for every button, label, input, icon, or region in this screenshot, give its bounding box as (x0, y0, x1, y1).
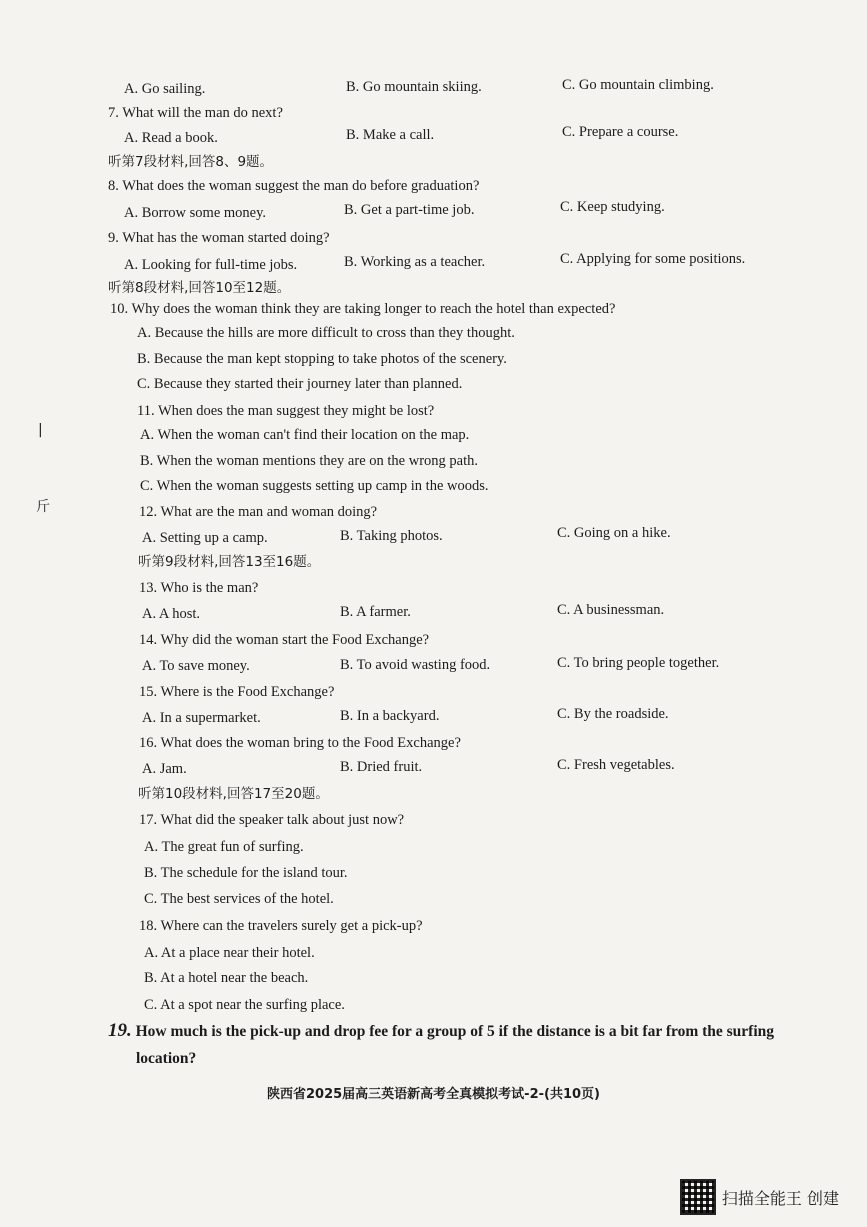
q18-stem: 18. Where can the travelers surely get a pick-up? (139, 918, 423, 934)
q11-option-b: B. When the woman mentions they are on the wrong path. (140, 453, 478, 469)
q9-option-b: B. Working as a teacher. (344, 254, 486, 270)
q9-option-a: A. Looking for full-time jobs. (124, 257, 298, 273)
watermark-text: 扫描全能王 创建 (721, 1188, 839, 1208)
q19-stem-line1 (108, 1022, 774, 1041)
q11-option-c: C. When the woman suggests setting up camp in the woods. (140, 478, 489, 494)
q7-stem: 7. What will the man do next? (108, 105, 283, 121)
section-7-heading: 听第7段材料,回答8、9题。 (108, 154, 274, 170)
q11-stem: 11. When does the man suggest they might be lost? (137, 403, 435, 419)
q17-option-c: C. The best services of the hotel. (144, 891, 334, 907)
q8-option-a: A. Borrow some money. (124, 205, 267, 221)
q19-number: 19. (108, 1020, 132, 1041)
q7-option-c: C. Prepare a course. (562, 124, 679, 140)
q7-option-b: B. Make a call. (346, 127, 435, 143)
section-8-heading: 听第8段材料,回答10至12题。 (108, 280, 291, 296)
q13-stem: 13. Who is the man? (139, 580, 259, 596)
q14-option-b: B. To avoid wasting food. (340, 657, 491, 673)
q15-option-a: A. In a supermarket. (142, 710, 261, 726)
q9-option-c: C. Applying for some positions. (560, 251, 746, 267)
q6-option-a: A. Go sailing. (124, 81, 206, 97)
q13-option-a: A. A host. (142, 606, 201, 622)
q8-stem: 8. What does the woman suggest the man do before graduation? (108, 178, 480, 194)
q18-option-b: B. At a hotel near the beach. (144, 970, 309, 986)
qr-code-icon (680, 1179, 716, 1215)
q14-option-a: A. To save money. (142, 658, 250, 674)
margin-mark-1: | (38, 422, 43, 438)
page-footer: 陕西省2025届高三英语新高考全真模拟考试-2-(共10页) (267, 1087, 600, 1102)
q10-option-c: C. Because they started their journey later than planned. (137, 376, 463, 392)
q8-option-b: B. Get a part-time job. (344, 202, 475, 218)
q13-option-c: C. A businessman. (557, 602, 665, 618)
q16-option-a: A. Jam. (142, 761, 187, 777)
q16-option-b: B. Dried fruit. (340, 759, 423, 775)
q17-option-b: B. The schedule for the island tour. (144, 865, 348, 881)
q12-option-a: A. Setting up a camp. (142, 530, 268, 546)
q14-stem: 14. Why did the woman start the Food Exchange? (139, 632, 430, 648)
q16-stem: 16. What does the woman bring to the Food Exchange? (139, 735, 461, 751)
q19-text: How much is the pick-up and drop fee for a group of 5 if the distance is a bit far from the surfing (135, 1023, 775, 1040)
q15-option-b: B. In a backyard. (340, 708, 440, 724)
q17-stem: 17. What did the speaker talk about just now? (139, 812, 405, 828)
q6-option-c: C. Go mountain climbing. (562, 77, 714, 93)
margin-mark-2: 斤 (36, 499, 50, 515)
q8-option-c: C. Keep studying. (560, 199, 665, 215)
q9-stem: 9. What has the woman started doing? (108, 230, 330, 246)
q13-option-b: B. A farmer. (340, 604, 411, 620)
section-10-heading: 听第10段材料,回答17至20题。 (138, 786, 329, 802)
q15-stem: 15. Where is the Food Exchange? (139, 684, 335, 700)
q16-option-c: C. Fresh vegetables. (557, 757, 675, 773)
q7-option-a: A. Read a book. (124, 130, 218, 146)
q18-option-c: C. At a spot near the surfing place. (144, 997, 345, 1013)
q15-option-c: C. By the roadside. (557, 706, 669, 722)
section-9-heading: 听第9段材料,回答13至16题。 (138, 554, 321, 570)
q10-option-a: A. Because the hills are more difficult to cross than they thought. (137, 325, 515, 341)
q10-option-b: B. Because the man kept stopping to take photos of the scenery. (137, 351, 507, 367)
q19-stem-line2: location? (136, 1050, 197, 1067)
q14-option-c: C. To bring people together. (557, 655, 720, 671)
q17-option-a: A. The great fun of surfing. (144, 839, 304, 855)
q10-stem: 10. Why does the woman think they are taking longer to reach the hotel than expected? (110, 301, 616, 317)
q12-option-c: C. Going on a hike. (557, 525, 671, 541)
q12-option-b: B. Taking photos. (340, 528, 443, 544)
q11-option-a: A. When the woman can't find their location on the map. (140, 427, 470, 443)
q18-option-a: A. At a place near their hotel. (144, 945, 315, 961)
q12-stem: 12. What are the man and woman doing? (139, 504, 378, 520)
q6-option-b: B. Go mountain skiing. (346, 79, 482, 95)
scanner-watermark (680, 1179, 839, 1215)
